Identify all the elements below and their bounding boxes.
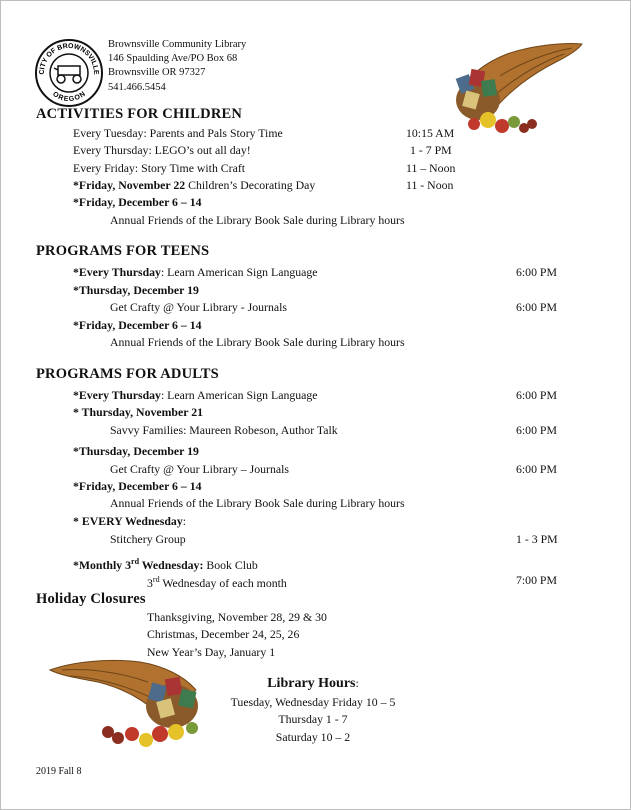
children-row-4-time: 11 - Noon [406, 178, 454, 192]
children-row-4-title: Children’s Decorating Day [185, 178, 316, 192]
adults-row-10-title: Book Club [203, 557, 258, 572]
teens-row-3: Get Crafty @ Your Library - Journals [110, 300, 287, 314]
children-row-6: Annual Friends of the Library Book Sale during Library hours [110, 213, 405, 227]
adults-row-6: *Friday, December 6 – 14 [73, 479, 202, 493]
city-seal-icon [34, 38, 104, 108]
teens-row-1-day: *Every Thursday [73, 265, 161, 279]
adults-row-3-time: 6:00 PM [516, 423, 557, 437]
children-row-3: Every Friday: Story Time with Craft [73, 161, 246, 175]
section-heading-closures: Holiday Closures [36, 591, 146, 607]
library-address-2: Brownsville OR 97327 [108, 67, 206, 78]
library-hours-title: Library Hours [267, 676, 356, 691]
adults-row-3: Savvy Families: Maureen Robeson, Author Talk [110, 423, 338, 437]
section-heading-children: ACTIVITIES FOR CHILDREN [36, 106, 243, 122]
adults-row-10-sup: rd [131, 557, 140, 566]
closure-item: Thanksgiving, November 28, 29 & 30 [147, 610, 327, 624]
closure-item: New Year’s Day, January 1 [147, 645, 276, 659]
library-name: Brownsville Community Library [108, 39, 247, 50]
teens-row-5: Annual Friends of the Library Book Sale during Library hours [110, 335, 405, 349]
teens-row-3-time: 6:00 PM [516, 300, 557, 314]
adults-row-1-time: 6:00 PM [516, 388, 557, 402]
library-hours-line: Saturday 10 – 2 [275, 730, 351, 744]
adults-row-4: *Thursday, December 19 [73, 444, 199, 458]
adults-row-5-time: 6:00 PM [516, 462, 557, 476]
children-row-2: Every Thursday: LEGO’s out all day! [73, 143, 251, 157]
adults-row-9-time: 1 - 3 PM [516, 532, 558, 546]
children-row-2-time: 1 - 7 PM [410, 143, 452, 157]
adults-row-10-a: *Monthly 3 [73, 557, 132, 572]
adults-row-1 [73, 388, 318, 402]
teens-row-1-title: : Learn American Sign Language [160, 265, 318, 279]
children-row-4 [73, 178, 315, 192]
section-heading-adults: PROGRAMS FOR ADULTS [36, 366, 219, 382]
library-phone: 541.466.5454 [108, 82, 166, 93]
children-row-1-time: 10:15 AM [406, 126, 455, 140]
cornucopia-icon [48, 648, 204, 752]
adults-row-11 [147, 573, 287, 590]
adults-row-7: Annual Friends of the Library Book Sale during Library hours [110, 496, 405, 510]
section-heading-teens: PROGRAMS FOR TEENS [36, 243, 210, 259]
children-row-1: Every Tuesday: Parents and Pals Story Time [73, 126, 283, 140]
library-hours-line: Thursday 1 - 7 [278, 712, 348, 726]
adults-row-10-b: Wednesday: [139, 557, 204, 572]
seal-bottom-text: OREGON [51, 90, 87, 104]
adults-row-5: Get Crafty @ Your Library – Journals [110, 462, 289, 476]
children-row-3-time: 11 – Noon [406, 161, 456, 175]
adults-row-8-day: * EVERY Wednesday [73, 514, 183, 528]
teens-row-4: *Friday, December 6 – 14 [73, 318, 202, 332]
library-hours-colon: : [355, 676, 359, 690]
teens-row-1 [73, 265, 318, 279]
adults-row-10 [73, 555, 258, 572]
adults-row-8-colon: : [182, 514, 186, 528]
adults-row-1-day: *Every Thursday [73, 388, 161, 402]
adults-row-11-sup: rd [152, 575, 160, 584]
adults-row-8 [73, 514, 186, 528]
library-hours-heading [193, 676, 433, 692]
adults-row-1-title: : Learn American Sign Language [160, 388, 318, 402]
adults-row-11-time: 7:00 PM [516, 573, 557, 587]
closure-item: Christmas, December 24, 25, 26 [147, 627, 300, 641]
library-address-1: 146 Spaulding Ave/PO Box 68 [108, 53, 238, 64]
adults-row-11-b: Wednesday of each month [159, 575, 287, 590]
teens-row-2: *Thursday, December 19 [73, 283, 199, 297]
footer-label: 2019 Fall 8 [36, 766, 82, 777]
children-row-5: *Friday, December 6 – 14 [73, 195, 202, 209]
library-hours-line: Tuesday, Wednesday Friday 10 – 5 [230, 695, 396, 709]
cornucopia-icon [452, 40, 586, 138]
children-row-4-date: *Friday, November 22 [73, 178, 186, 192]
adults-row-9: Stitchery Group [110, 532, 186, 546]
seal-top-text: CITY OF BROWNSVILLE [38, 42, 100, 75]
adults-row-2: * Thursday, November 21 [73, 405, 204, 419]
adults-row-11-a: 3 [147, 575, 153, 590]
teens-row-1-time: 6:00 PM [516, 265, 557, 279]
